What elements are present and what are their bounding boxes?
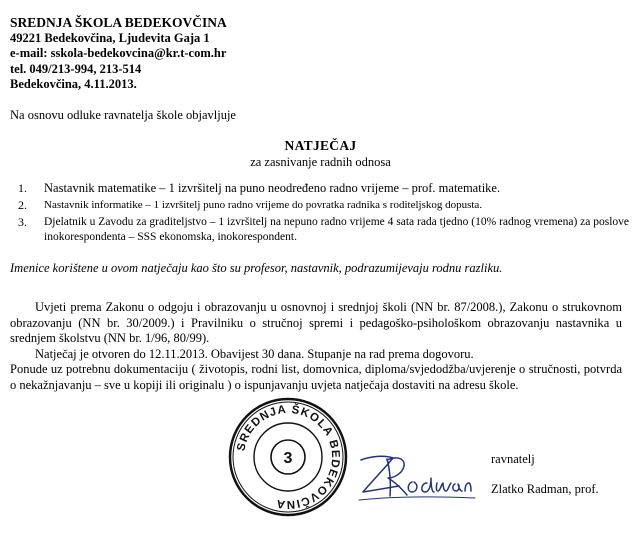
- school-phone: tel. 049/213-994, 213-514: [10, 61, 142, 76]
- conditions-paragraph: Uvjeti prema Zakonu o odgoju i obrazovanju u osnovnoj i srednjoj školi (NN br. 87/2008.), Zakonu o strukovnom obrazovanju (NN br. 30/2009.) i Pravilniku o stručnoj spremi i pedagoško-psihološkom obrazovanju nastavnika u srednjem školstvu (NN br. 1/96, 80/99).: [10, 300, 622, 345]
- list-item: [18, 198, 630, 212]
- list-item-text: Nastavnik matematike – 1 izvršitelj na puno neodređeno radno vrijeme – prof. matematike.: [44, 181, 501, 195]
- list-item-text: Djelatnik u Zavodu za graditeljstvo – 1 izvršitelj na nepuno radno vrijeme 4 sata rada tjedno (10% radnog vremena) za poslove inokorespondenta – SSS ekonomska, inokorespondent.: [44, 216, 630, 243]
- school-address: 49221 Bedekovčina, Ljudevita Gaja 1: [10, 30, 210, 45]
- signatory-role: ravnatelj: [491, 452, 535, 466]
- conditions-section: [10, 300, 622, 393]
- application-paragraph: Ponude uz potrebnu dokumentaciju ( životopis, rodni list, domovnica, diploma/svjedodžba/uvjerenje o stručnosti, potvrda o nekažnjavanju – sve u kopiji ili originalu ) o ispunjavanju uvjeta natječaja dostaviti na adresu škole.: [10, 362, 622, 392]
- list-item-text: Nastavnik informatike – 1 izvršitelj puno radno vrijeme do povratka radnika s roditeljskog dopusta.: [44, 199, 483, 211]
- list-item-number: 2.: [18, 198, 27, 212]
- list-item: [18, 181, 630, 195]
- list-item-number: 3.: [18, 215, 27, 229]
- school-email: e-mail: sskola-bedekovcina@kr.t-com.hr: [10, 46, 227, 60]
- list-item-number: 1.: [18, 181, 27, 195]
- title-block: [0, 137, 641, 170]
- gender-note: Imenice korištene u ovom natječaju kao što su profesor, nastavnik, podrazumijevaju rodnu razliku.: [10, 261, 503, 275]
- document-title: NATJEČAJ: [284, 138, 357, 153]
- school-name: SREDNJA ŠKOLA BEDEKOVČINA: [10, 15, 227, 30]
- signatory-name: Zlatko Radman, prof.: [491, 482, 599, 496]
- seal-ring-text: SREDNJA ŠKOLA BEDEKOVČINA: [235, 403, 342, 511]
- intro-text: Na osnovu odluke ravnatelja škole objavljuje: [10, 108, 236, 122]
- deadline-paragraph: Natječaj je otvoren do 12.11.2013. Obavijest 30 dana. Stupanje na rad prema dogovoru.: [35, 346, 474, 361]
- seal-number: 3: [283, 450, 293, 467]
- positions-list: [18, 181, 630, 248]
- list-item: [18, 215, 630, 245]
- handwritten-signature-icon: [357, 450, 479, 506]
- school-header: [10, 15, 227, 93]
- place-date: Bedekovčina, 4.11.2013.: [10, 77, 137, 91]
- official-seal-icon: [226, 395, 350, 519]
- document-subtitle: za zasnivanje radnih odnosa: [250, 155, 391, 169]
